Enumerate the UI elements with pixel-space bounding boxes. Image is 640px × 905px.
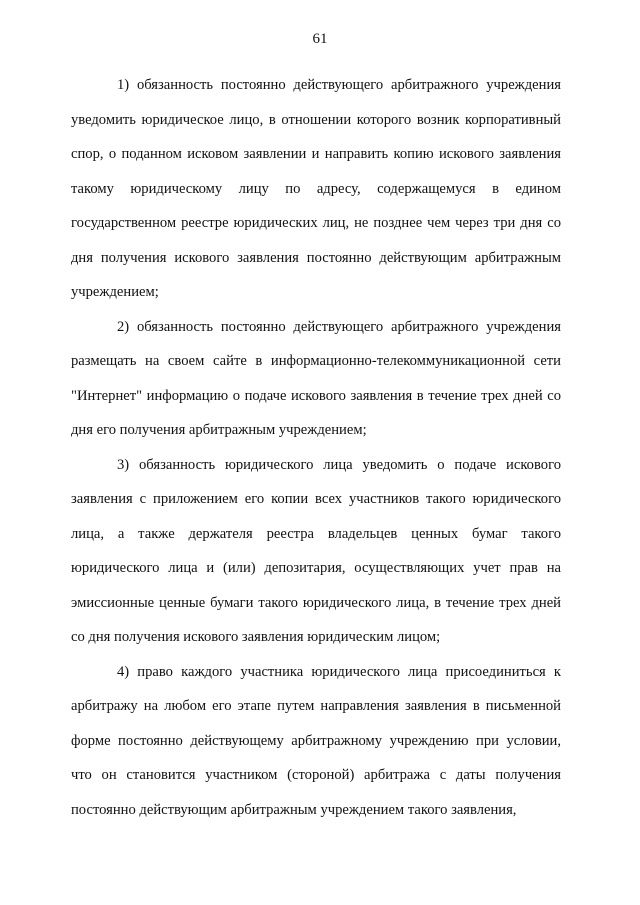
paragraph-2: 2) обязанность постоянно действующего арбитражного учреждения размещать на своем сайте в информационно-телекоммуникационной сети "Интернет" информацию о подаче искового заявления в течение трех дней со дня его получения арбитражным учреждением;	[71, 318, 561, 438]
paragraph-3: 3) обязанность юридического лица уведомить о подаче искового заявления с приложением его копии всех участников такого юридического лица, а также держателя реестра владельцев ценных бумаг такого юридического лица и (или) депозитария, осуществляющих учет прав на эмиссионные ценные бумаги такого юридического лица, в течение трех дней со дня получения искового заявления юридическим лицом;	[71, 456, 561, 645]
paragraph-1: 1) обязанность постоянно действующего арбитражного учреждения уведомить юридическое лицо, в отношении которого возник корпоративный спор, о поданном исковом заявлении и направить копию искового заявления такому юридическому лицу по адресу, содержащемуся в едином государственном реестре юридических лиц, не позднее чем через три дня со дня получения искового заявления постоянно действующим арбитражным учреждением;	[71, 77, 561, 300]
document-body	[71, 68, 561, 827]
page-number: 61	[312, 31, 328, 47]
paragraph-4: 4) право каждого участника юридического лица присоединиться к арбитражу на любом его этапе путем направления заявления в письменной форме постоянно действующему арбитражному учреждению при условии, что он становится участником (стороной) арбитража с даты получения постоянно действующим арбитражным учреждением такого заявления,	[71, 663, 561, 818]
